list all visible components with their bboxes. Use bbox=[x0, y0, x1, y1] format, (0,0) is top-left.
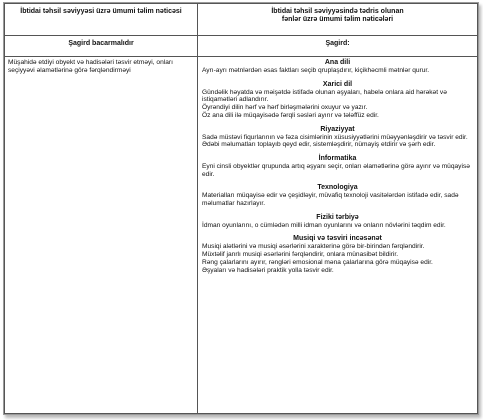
header-cell-right bbox=[198, 4, 478, 36]
subject-title: Riyaziyyat bbox=[320, 125, 355, 133]
header-left-title: İbtidai təhsil səviyyəsi üzrə ümumi təlim nəticəsi bbox=[20, 8, 182, 15]
subject-outcome-line: Rəng çalarlarını ayırır, rəngləri emosional məna çalarlarına görə müqayisə edir. bbox=[202, 258, 433, 266]
subject-outcome-line: Materialları müqayisə edir və çeşidləyir, müvafiq texnoloji vasitələrdən istifadə edir, sadə məlumatlar hazırlayır. bbox=[202, 192, 459, 208]
subheader-cell-right bbox=[198, 36, 478, 57]
header-right-title bbox=[198, 4, 477, 27]
body-cell-left bbox=[5, 57, 198, 414]
document-frame bbox=[3, 2, 479, 415]
body-cell-right bbox=[198, 57, 478, 414]
subject-outcome-line: Müxtəlif janrlı musiqi əsərlərini fərqləndirir, onlara münasibət bildirir. bbox=[202, 251, 399, 259]
subject-section bbox=[202, 184, 473, 207]
subheader-right: Şagird: bbox=[325, 40, 350, 47]
subject-section bbox=[202, 155, 473, 178]
table-header-row bbox=[5, 4, 478, 36]
subject-section bbox=[202, 214, 473, 230]
left-outcome-text: Müşahidə etdiyi obyekt və hadisələri təsvir etməyi, onları seçiyyəvi əlamətlərinə görə fərqləndirməyi bbox=[8, 59, 173, 74]
header-right-title-line2: fənlər üzrə ümumi təlim nəticələri bbox=[281, 16, 394, 23]
subject-section bbox=[202, 81, 473, 120]
subject-outcome-line: Öz ana dili ilə müqayisədə fərqli səsləri ayırır və tələffüz edir. bbox=[202, 111, 379, 119]
subject-title: Musiqi və təsviri incəsənət bbox=[293, 235, 382, 243]
subject-outcome-line: Ayrı-ayrı mətnlərdən əsas faktları seçib qruplaşdırır, kiçikhəcmli mətnlər qurur. bbox=[202, 67, 430, 74]
table-subheader-row bbox=[5, 36, 478, 57]
subject-title: Ana dili bbox=[324, 59, 351, 66]
header-cell-left bbox=[5, 4, 198, 36]
outcomes-table bbox=[4, 3, 478, 414]
subject-sections bbox=[198, 57, 477, 274]
header-right-title-line1: İbtidai təhsil səviyyəsində tədris olunan bbox=[271, 8, 404, 15]
subject-outcome-line: İdman oyunlarını, o cümlədən milli idman oyunlarını və onların növlərini təqdim edir. bbox=[202, 221, 446, 229]
subject-title: İnformatika bbox=[318, 154, 357, 162]
subject-section bbox=[202, 59, 473, 75]
subject-title: Fiziki tərbiyə bbox=[316, 213, 359, 221]
subject-outcome-line: Gündəlik həyatda və məişətdə istifadə olunan əşyaları, habelə onlara aid hərəkət və istiqamətləri adlandırır. bbox=[202, 88, 447, 104]
subject-section bbox=[202, 126, 473, 149]
subject-outcome-line: Öyrəndiyi dilin hərf və hərf birləşmələrini oxuyur və yazır. bbox=[202, 104, 368, 112]
table-body-row bbox=[5, 57, 478, 414]
subject-title: Xarici dil bbox=[322, 80, 353, 88]
subject-outcome-line: Musiqi alətlərini və musiqi əsərlərini xarakterinə görə bir-birindən fərqləndirir. bbox=[202, 243, 425, 251]
subject-outcome-line: Əşyaları və hadisələri praktik yolla təsvir edir. bbox=[202, 266, 334, 274]
subheader-cell-left bbox=[5, 36, 198, 57]
subject-section bbox=[202, 235, 473, 274]
subject-outcome-line: Sadə müstəvi fiqurlarının və fəza cisimlərinin xüsusiyyətlərini müəyyənləşdirir və təsvir edir. Ədəbi məlumatları toplayıb qeyd edir, sistemləşdirir, nümayiş etdirir və şərh edir. bbox=[202, 133, 468, 149]
subject-title: Texnologiya bbox=[317, 184, 358, 192]
subheader-left: Şagird bacarmalıdır bbox=[68, 40, 134, 47]
subject-outcome-line: Eyni cinsli obyektlər qrupunda artıq əşyanı seçir, onları əlamətlərinə görə ayırır və müqayisə edir. bbox=[202, 162, 470, 178]
